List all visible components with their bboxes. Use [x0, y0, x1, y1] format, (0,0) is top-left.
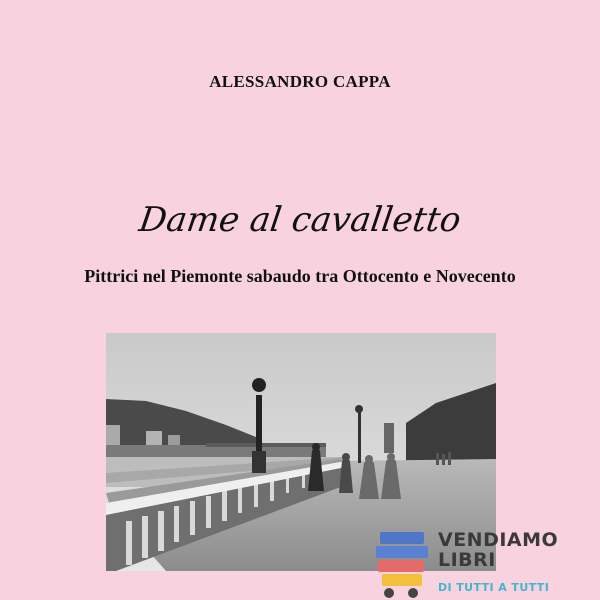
- watermark-line2: LIBRI: [438, 549, 496, 571]
- book-stack-logo-icon: [376, 532, 432, 600]
- author-name: ALESSANDRO CAPPA: [209, 72, 391, 91]
- watermark-tagline: DI TUTTI A TUTTI: [438, 581, 550, 594]
- watermark-line1: VENDIAMO: [438, 529, 559, 551]
- book-subtitle: Pittrici nel Piemonte sabaudo tra Ottocento e Novecento: [84, 266, 516, 286]
- vendiamo-libri-watermark: [372, 528, 600, 600]
- book-title: Dame al cavalletto: [136, 200, 464, 240]
